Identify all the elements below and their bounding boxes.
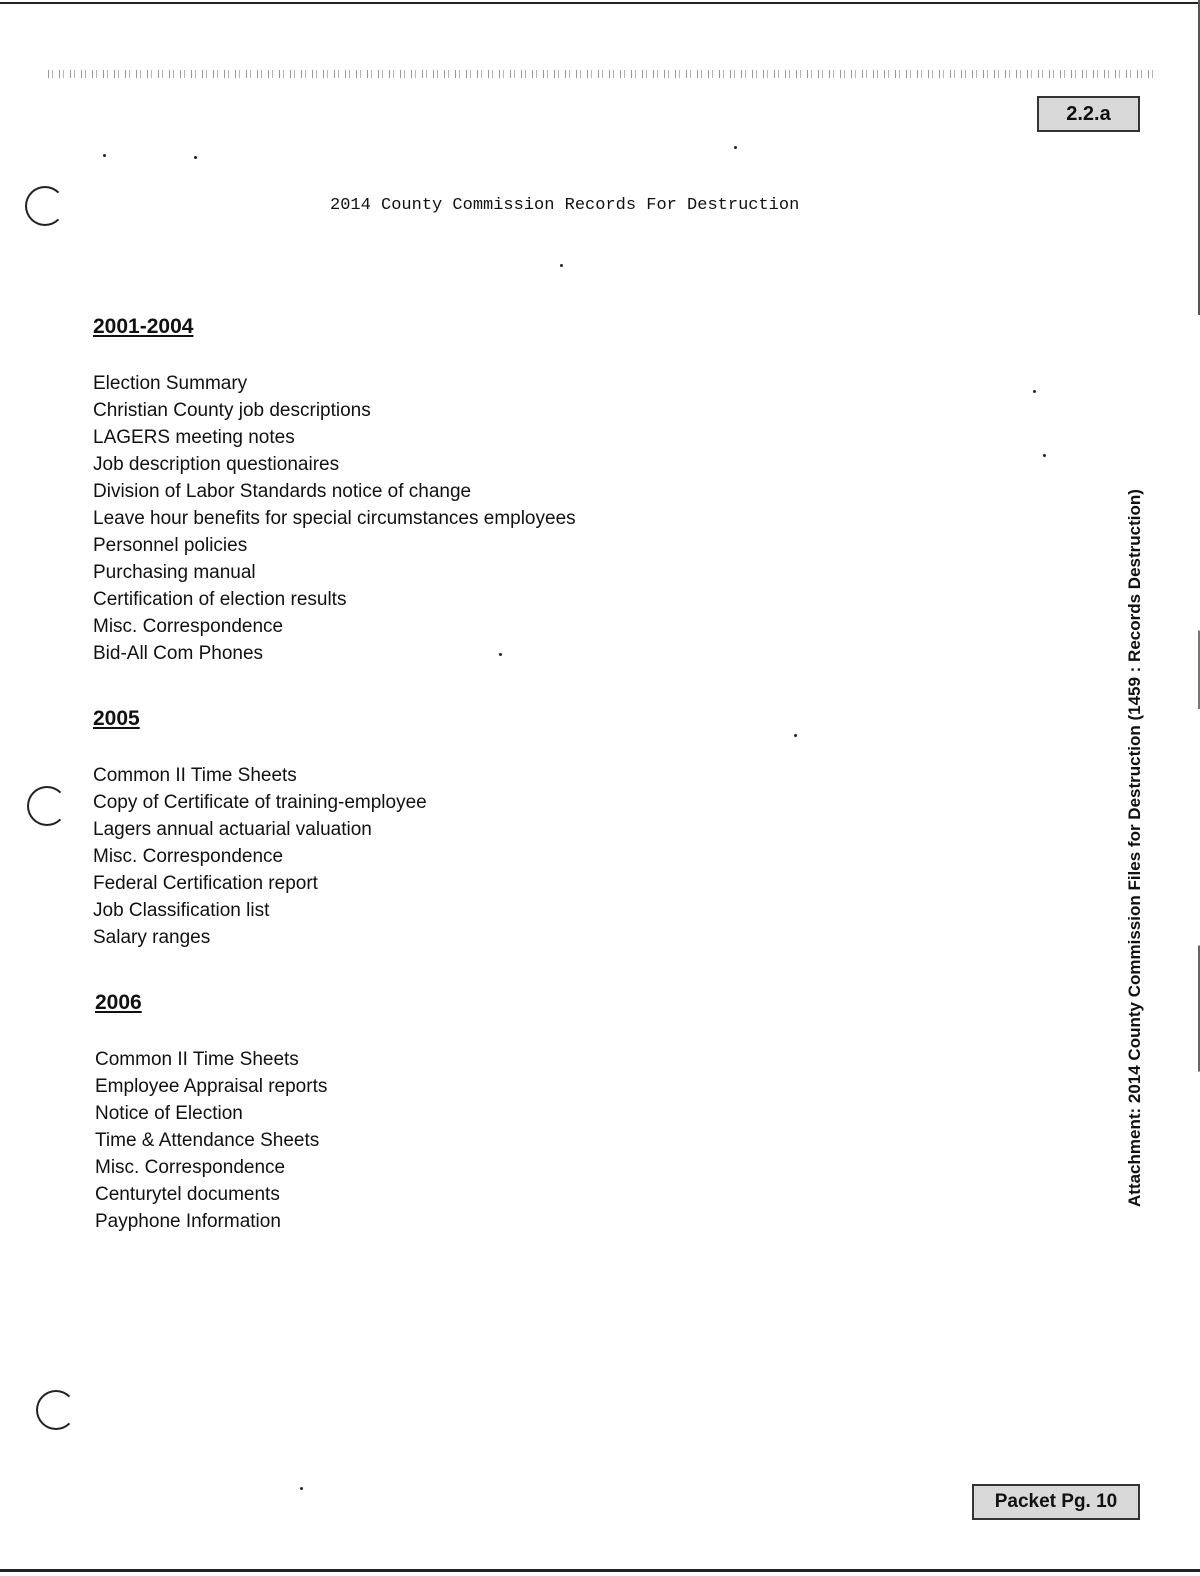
records-list xyxy=(93,762,427,951)
list-item: Copy of Certificate of training-employee xyxy=(93,792,427,813)
section-2001-2004 xyxy=(93,314,576,667)
records-list xyxy=(93,370,576,667)
list-item: Federal Certification report xyxy=(93,873,318,894)
list-item: Time & Attendance Sheets xyxy=(95,1130,320,1151)
scan-speck xyxy=(1033,390,1036,393)
scan-noise-strip xyxy=(48,70,1158,78)
section-2005 xyxy=(93,706,427,951)
punch-hole-bottom xyxy=(36,1390,76,1430)
section-2006 xyxy=(95,990,327,1235)
list-item: Election Summary xyxy=(93,373,248,394)
scan-speck xyxy=(300,1487,303,1490)
section-heading: 2001-2004 xyxy=(93,315,194,338)
scan-speck xyxy=(794,734,797,737)
punch-hole-top xyxy=(25,186,65,226)
section-heading: 2005 xyxy=(93,707,140,730)
list-item: Employee Appraisal reports xyxy=(95,1076,328,1097)
scan-speck xyxy=(1043,454,1046,457)
list-item: LAGERS meeting notes xyxy=(93,427,295,448)
list-item: Misc. Correspondence xyxy=(93,616,284,637)
list-item: Job Classification list xyxy=(93,900,270,921)
list-item: Misc. Correspondence xyxy=(95,1157,286,1178)
packet-page-stamp: Packet Pg. 10 xyxy=(972,1484,1140,1520)
list-item: Job description questionaires xyxy=(93,454,340,475)
punch-hole-middle xyxy=(27,786,67,826)
scan-edge-bottom xyxy=(0,1569,1200,1572)
page-id-stamp: 2.2.a xyxy=(1037,96,1140,132)
list-item: Division of Labor Standards notice of change xyxy=(93,481,472,502)
attachment-caption: Attachment: 2014 County Commission Files for Destruction (1459 : Records Destruction) xyxy=(1125,489,1144,1207)
list-item: Payphone Information xyxy=(95,1211,281,1232)
list-item: Certification of election results xyxy=(93,589,347,610)
list-item: Salary ranges xyxy=(93,927,211,948)
list-item: Misc. Correspondence xyxy=(93,846,284,867)
list-item: Common II Time Sheets xyxy=(95,1049,299,1070)
section-heading: 2006 xyxy=(95,991,142,1014)
scan-speck xyxy=(560,264,563,267)
records-list xyxy=(95,1046,327,1235)
list-item: Leave hour benefits for special circumstances employees xyxy=(93,508,576,529)
list-item: Lagers annual actuarial valuation xyxy=(93,819,372,840)
list-item: Common II Time Sheets xyxy=(93,765,297,786)
document-title: 2014 County Commission Records For Destruction xyxy=(330,196,800,215)
scan-speck xyxy=(194,156,197,159)
list-item: Purchasing manual xyxy=(93,562,256,583)
list-item: Notice of Election xyxy=(95,1103,243,1124)
scan-speck xyxy=(734,146,737,149)
list-item: Personnel policies xyxy=(93,535,248,556)
scan-speck xyxy=(103,154,106,157)
list-item: Christian County job descriptions xyxy=(93,400,371,421)
scan-edge-top xyxy=(0,2,1200,4)
list-item: Centurytel documents xyxy=(95,1184,280,1205)
list-item: Bid-All Com Phones xyxy=(93,643,264,664)
